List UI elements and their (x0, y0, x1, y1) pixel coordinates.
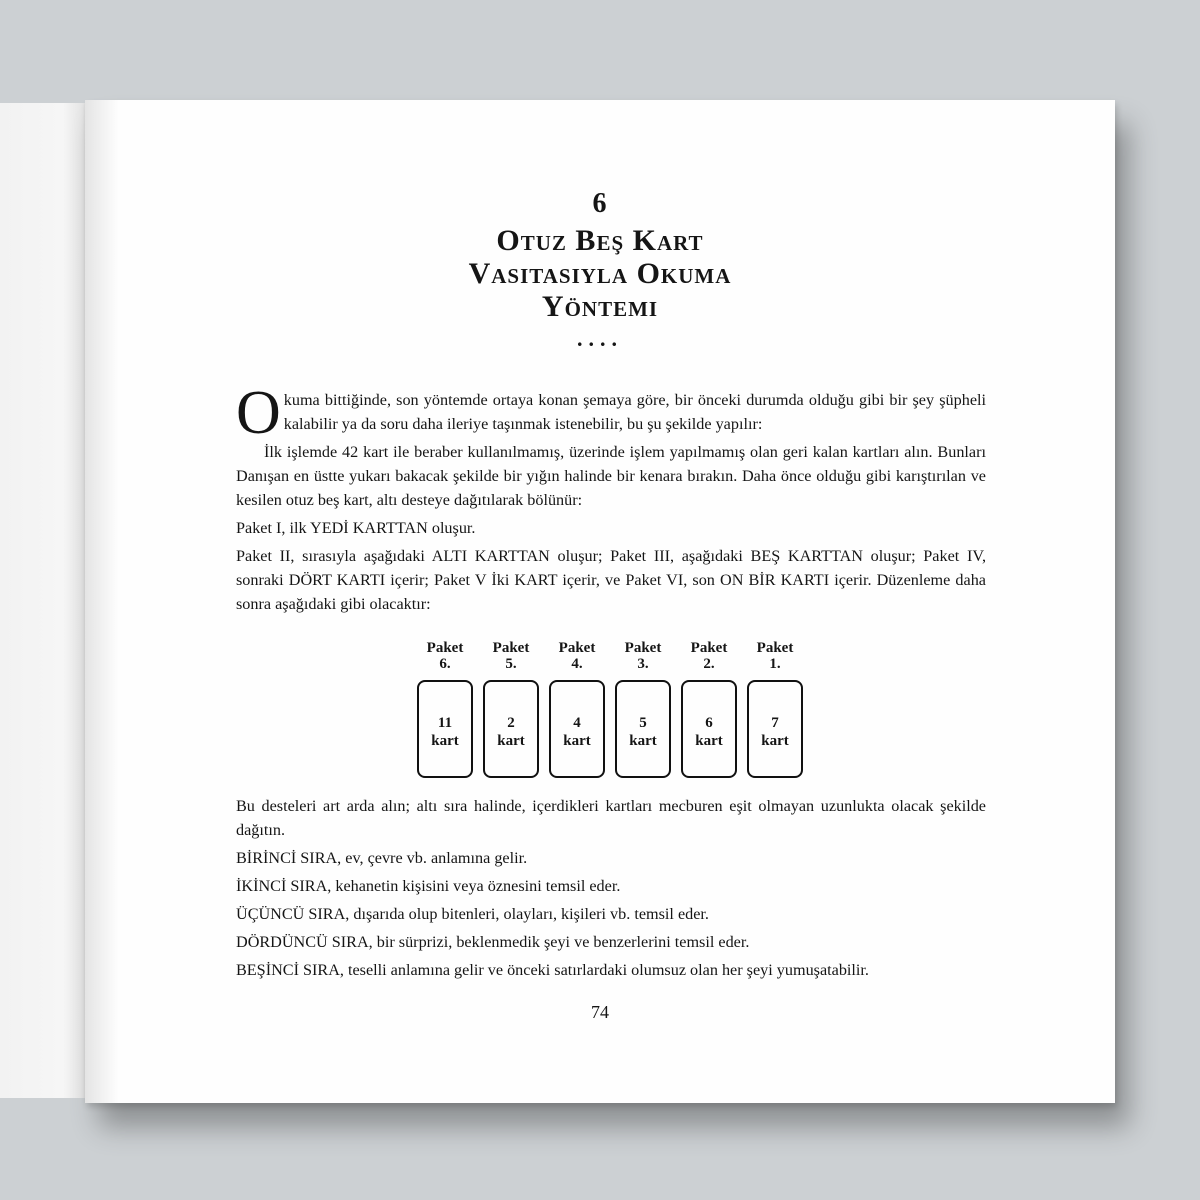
pack-label: Paket 6. (426, 640, 464, 672)
pack-label: Paket 2. (690, 640, 728, 672)
pack-diagram (415, 640, 815, 780)
card-stack: 5 kart (615, 680, 671, 778)
card-stack: 4 kart (549, 680, 605, 778)
pack-2 (679, 640, 739, 749)
after-paragraph: Bu desteleri art arda alın; altı sıra halinde, içerdikleri kartları mecburen eşit olmayan uzunlukta olacak şekilde dağıtın. (236, 797, 986, 839)
chapter-title-line-3: Yöntemi (541, 290, 659, 323)
paragraph-2: Paket I, ilk YEDİ KARTTAN oluşur. (236, 519, 476, 537)
body-text-lower (236, 794, 986, 986)
card-stack: 11 kart (417, 680, 473, 778)
body-text-upper (236, 379, 986, 620)
row-description-5: BEŞİNCİ SIRA, teselli anlamına gelir ve önceki satırlardaki olumsuz olan her şeyi yumuşatabilir. (236, 961, 869, 979)
chapter-title-line-2: Vasıtasıyla Okuma (468, 257, 732, 290)
card-stack: 6 kart (681, 680, 737, 778)
row-description-2: İKİNCİ SIRA, kehanetin kişisini veya öznesini temsil eder. (236, 877, 621, 895)
left-page-edge (0, 103, 90, 1098)
pack-4 (547, 640, 607, 749)
row-description-1: BİRİNCİ SIRA, ev, çevre vb. anlamına gelir. (236, 849, 528, 867)
pack-label: Paket 1. (756, 640, 794, 672)
pack-6 (415, 640, 475, 749)
page-number: 74 (591, 1002, 609, 1022)
intro-text: kuma bittiğinde, son yöntemde ortaya konan şemaya göre, bir önceki durumda olduğu gibi bir şey şüpheli kalabilir ya da soru daha ileriye taşınmak istenebilir, bu şu şekilde yapılır: (283, 391, 986, 433)
book-page (85, 100, 1115, 1103)
drop-cap: O (236, 379, 281, 447)
paragraph-3: Paket II, sırasıyla aşağıdaki ALTI KARTTAN oluşur; Paket III, aşağıdaki BEŞ KARTTAN oluşur; Paket IV, sonraki DÖRT KARTI içerir; Paket V İki KART içerir, ve Paket VI, son ON BİR KARTI içerir. Düzenleme daha sonra aşağıdaki gibi olacaktır: (236, 547, 986, 613)
chapter-ornament: .... (577, 326, 623, 351)
pack-label: Paket 4. (558, 640, 596, 672)
card-stack: 2 kart (483, 680, 539, 778)
pack-3 (613, 640, 673, 749)
chapter-title-line-1: Otuz Beş Kart (496, 224, 704, 257)
pack-label: Paket 3. (624, 640, 662, 672)
row-description-4: DÖRDÜNCÜ SIRA, bir sürprizi, beklenmedik şeyi ve benzerlerini temsil eder. (236, 933, 750, 951)
card-stack: 7 kart (747, 680, 803, 778)
chapter-number: 6 (592, 188, 608, 219)
pack-1 (745, 640, 805, 749)
pack-label: Paket 5. (492, 640, 530, 672)
pack-5 (481, 640, 541, 749)
paragraph-1: İlk işlemde 42 kart ile beraber kullanılmamış, üzerinde işlem yapılmamış olan geri kalan kartları alın. Bunları Danışan en üstte yukarı bakacak şekilde bir yığın halinde bir kenara bırakın. Daha önce olduğu gibi karıştırılan ve kesilen otuz beş kart, altı desteye dağıtılarak bölünür: (236, 443, 986, 509)
row-description-3: ÜÇÜNCÜ SIRA, dışarıda olup bitenleri, olayları, kişileri vb. temsil eder. (236, 905, 709, 923)
intro-paragraph (236, 379, 986, 447)
